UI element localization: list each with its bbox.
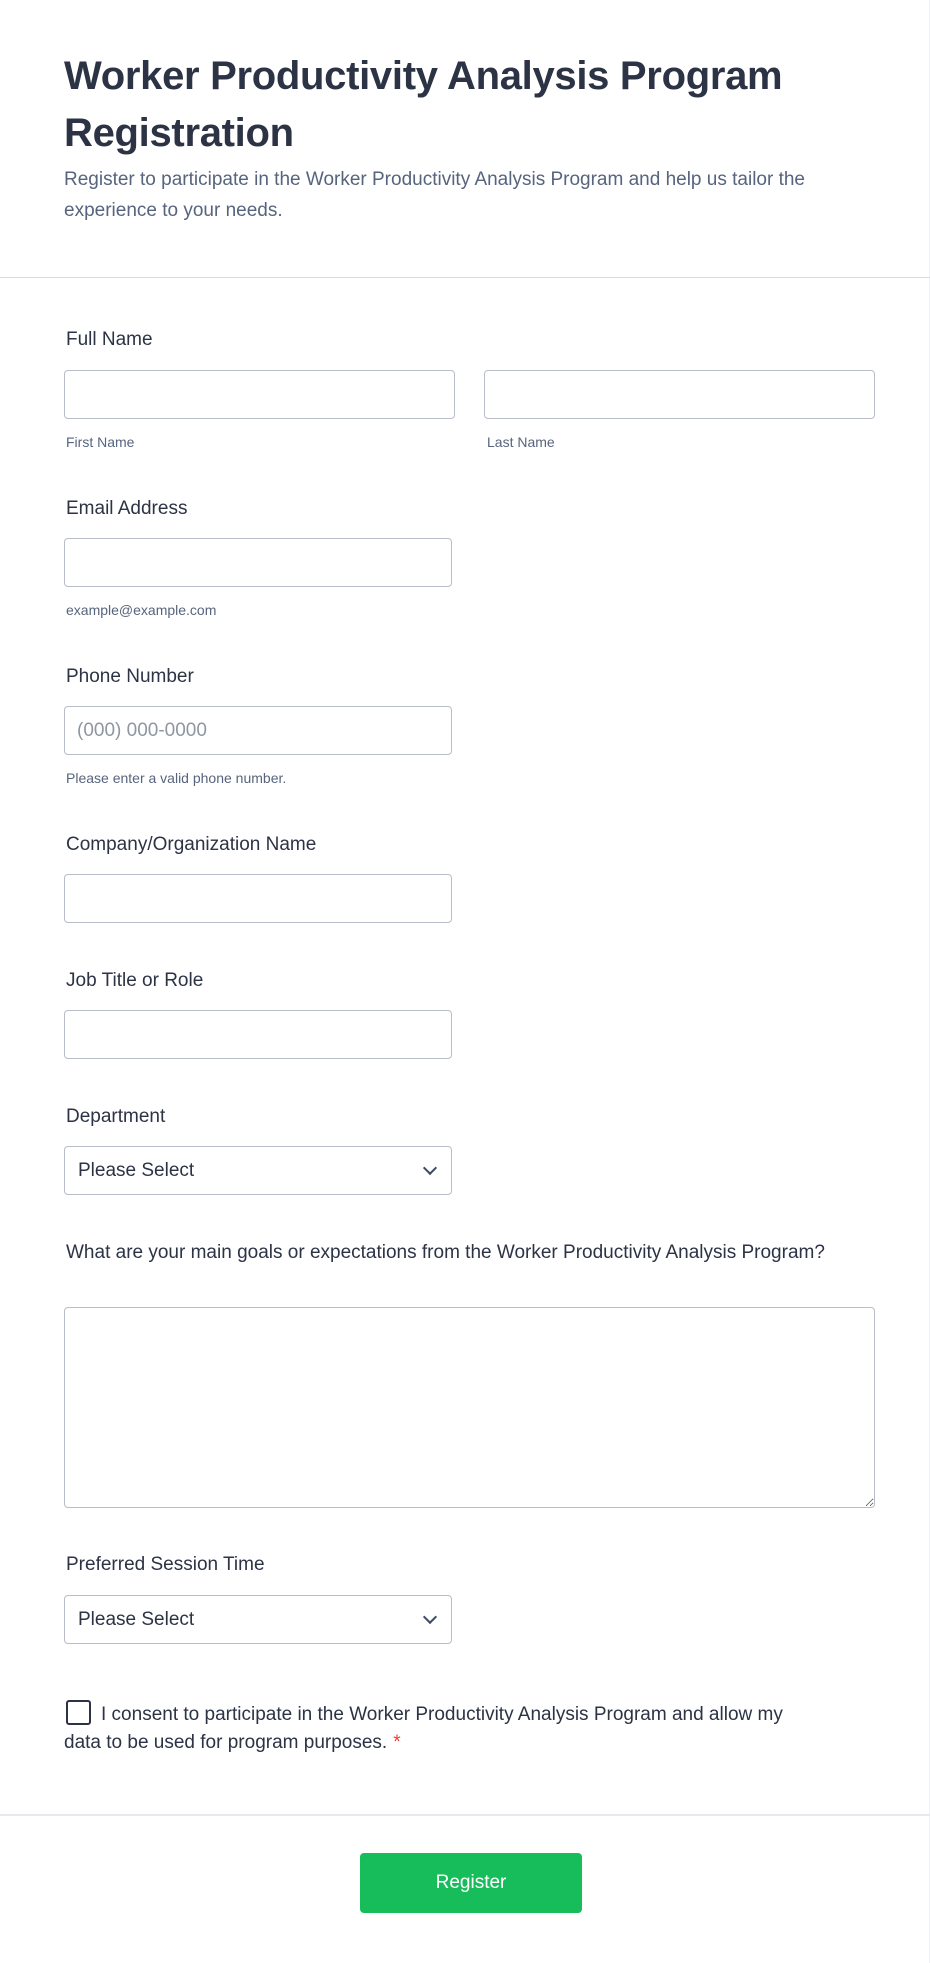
- consent-row: [64, 1700, 824, 1757]
- phone-label: Phone Number: [66, 666, 194, 687]
- department-label: Department: [66, 1106, 166, 1127]
- email-input[interactable]: [64, 538, 452, 587]
- footer-divider: [0, 1814, 930, 1816]
- consent-label: I consent to participate in the Worker Productivity Analysis Program and allow my data to be used for program purposes.: [64, 1704, 783, 1753]
- page-subtitle: Register to participate in the Worker Productivity Analysis Program and help us tailor the experience to your needs.: [64, 169, 805, 221]
- session-time-label: Preferred Session Time: [66, 1554, 265, 1575]
- job-title-input[interactable]: [64, 1010, 452, 1059]
- chevron-down-icon: [423, 1160, 437, 1174]
- required-mark: *: [393, 1732, 401, 1753]
- first-name-sublabel: First Name: [66, 434, 135, 450]
- department-selected-value: Please Select: [78, 1159, 195, 1181]
- full-name-label: Full Name: [66, 329, 153, 350]
- goals-textarea-wrap: [64, 1307, 875, 1508]
- phone-input[interactable]: [64, 706, 452, 755]
- goals-textarea[interactable]: [64, 1307, 875, 1508]
- job-title-label: Job Title or Role: [66, 970, 204, 991]
- page-title: Worker Productivity Analysis Program Registration: [64, 54, 783, 155]
- chevron-down-icon: [423, 1609, 437, 1623]
- last-name-sublabel: Last Name: [487, 434, 555, 450]
- first-name-input[interactable]: [64, 370, 455, 419]
- session-time-select[interactable]: [64, 1595, 452, 1644]
- email-label: Email Address: [66, 498, 188, 519]
- last-name-input[interactable]: [484, 370, 875, 419]
- goals-label: What are your main goals or expectations from the Worker Productivity Analysis Program?: [66, 1242, 825, 1263]
- email-sublabel: example@example.com: [66, 602, 217, 618]
- company-input[interactable]: [64, 874, 452, 923]
- phone-sublabel: Please enter a valid phone number.: [66, 770, 287, 786]
- register-button[interactable]: Register: [360, 1853, 582, 1913]
- department-select[interactable]: [64, 1146, 452, 1195]
- consent-checkbox[interactable]: [66, 1700, 91, 1725]
- company-label: Company/Organization Name: [66, 834, 317, 855]
- session-time-selected-value: Please Select: [78, 1608, 195, 1630]
- header-divider: [0, 277, 930, 278]
